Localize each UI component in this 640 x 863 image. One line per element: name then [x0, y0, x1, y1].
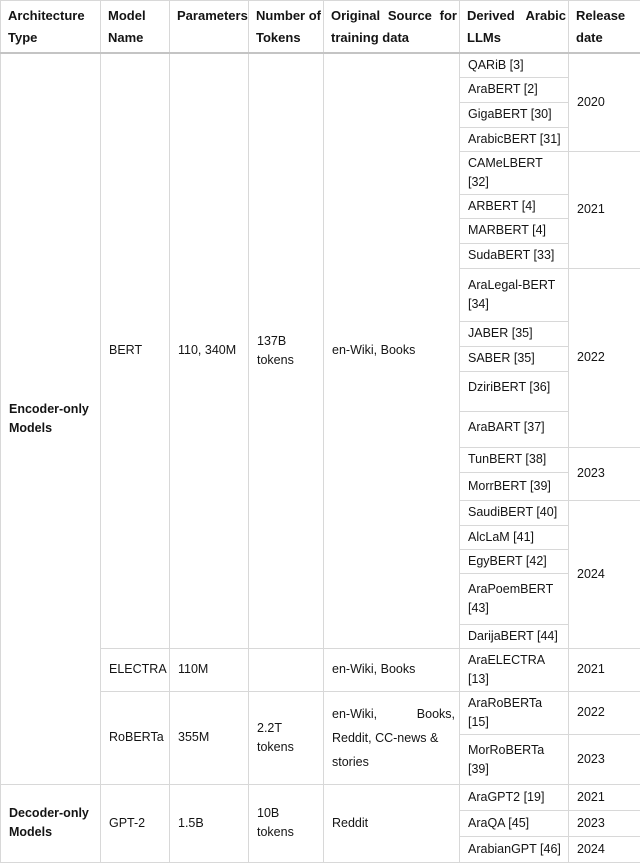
cell-derived-llm: ArabicBERT [31]	[460, 127, 569, 151]
cell-derived-llm: AraBART [37]	[460, 411, 569, 447]
cell-architecture-type: Decoder-only Models	[1, 784, 101, 862]
cell-release-date: 2020	[569, 53, 640, 152]
cell-derived-llm: SABER [35]	[460, 346, 569, 371]
cell-training-source: Reddit	[324, 784, 460, 862]
cell-parameters: 110, 340M	[170, 53, 249, 649]
text-line: Type	[8, 27, 98, 49]
text-line: Parameters	[177, 5, 246, 27]
text-word: Arabic	[526, 5, 566, 27]
cell-release-date: 2023	[569, 734, 640, 784]
cell-derived-llm: MorRoBERTa [39]	[460, 734, 569, 784]
text-line: Tokens	[256, 27, 321, 49]
text-line: Architecture	[8, 5, 98, 27]
cell-derived-llm: EgyBERT [42]	[460, 549, 569, 573]
text-word: Source	[388, 5, 432, 27]
cell-parameters: 1.5B	[170, 784, 249, 862]
cell-derived-llm: GigaBERT [30]	[460, 102, 569, 127]
cell-architecture-type: Encoder-only Models	[1, 53, 101, 785]
cell-model-name: RoBERTa	[101, 691, 170, 784]
cell-derived-llm: AraQA [45]	[460, 810, 569, 836]
cell-derived-llm: QARiB [3]	[460, 53, 569, 78]
cell-derived-llm: MorrBERT [39]	[460, 472, 569, 500]
text-line: Release	[576, 5, 638, 27]
text-line	[467, 5, 566, 27]
text-word: en-Wiki,	[332, 702, 377, 726]
cell-derived-llm: JABER [35]	[460, 321, 569, 346]
cell-number-of-tokens: 2.2T tokens	[249, 691, 324, 784]
cell-derived-llm: SudaBERT [33]	[460, 243, 569, 268]
text-line: stories	[332, 750, 455, 774]
text-line: Name	[108, 27, 167, 49]
cell-derived-llm: SaudiBERT [40]	[460, 500, 569, 525]
cell-release-date: 2023	[569, 447, 640, 500]
cell-derived-llm: TunBERT [38]	[460, 447, 569, 472]
text-word: Derived	[467, 5, 515, 27]
cell-derived-llm: AraBERT [2]	[460, 77, 569, 102]
cell-derived-llm: DarijaBERT [44]	[460, 624, 569, 648]
header-derived-llm	[460, 1, 569, 53]
header-release-date	[569, 1, 640, 53]
header-parameters	[170, 1, 249, 53]
cell-derived-llm: DziriBERT [36]	[460, 371, 569, 411]
table-row	[1, 784, 640, 810]
text-word: Original	[331, 5, 380, 27]
cell-derived-llm: CAMeLBERT [32]	[460, 151, 569, 194]
cell-release-date: 2022	[569, 691, 640, 734]
cell-derived-llm: AraELECTRA [13]	[460, 648, 569, 691]
text-word: for	[440, 5, 457, 27]
cell-release-date: 2021	[569, 151, 640, 268]
cell-model-name: ELECTRA	[101, 648, 170, 691]
header-architecture-type	[1, 1, 101, 53]
cell-model-name: BERT	[101, 53, 170, 649]
text-line: Model	[108, 5, 167, 27]
text-line: date	[576, 27, 638, 49]
cell-derived-llm: AraRoBERTa [15]	[460, 691, 569, 734]
text-line: training data	[331, 27, 457, 49]
cell-training-source: en-Wiki, Books	[324, 53, 460, 649]
text-line	[331, 5, 457, 27]
cell-release-date: 2024	[569, 500, 640, 648]
cell-release-date: 2024	[569, 836, 640, 862]
table-row	[1, 53, 640, 78]
cell-release-date: 2022	[569, 268, 640, 447]
header-model-name	[101, 1, 170, 53]
text-line: Reddit, CC-news &	[332, 726, 455, 750]
cell-model-name: GPT-2	[101, 784, 170, 862]
cell-derived-llm: ARBERT [4]	[460, 194, 569, 218]
header-row	[1, 1, 640, 53]
text-line: Number of	[256, 5, 321, 27]
text-line: LLMs	[467, 27, 566, 49]
cell-training-source	[324, 691, 460, 784]
header-training-source	[324, 1, 460, 53]
cell-derived-llm: AraGPT2 [19]	[460, 784, 569, 810]
cell-derived-llm: AlcLaM [41]	[460, 525, 569, 549]
text-line	[332, 702, 455, 726]
cell-derived-llm: AraPoemBERT [43]	[460, 573, 569, 624]
cell-number-of-tokens	[249, 648, 324, 691]
cell-number-of-tokens: 10B tokens	[249, 784, 324, 862]
cell-derived-llm: AraLegal-BERT [34]	[460, 268, 569, 321]
cell-number-of-tokens: 137B tokens	[249, 53, 324, 649]
cell-release-date: 2023	[569, 810, 640, 836]
cell-training-source: en-Wiki, Books	[324, 648, 460, 691]
cell-release-date: 2021	[569, 784, 640, 810]
cell-parameters: 355M	[170, 691, 249, 784]
text-word: Books,	[417, 702, 455, 726]
cell-derived-llm: ArabianGPT [46]	[460, 836, 569, 862]
cell-derived-llm: MARBERT [4]	[460, 218, 569, 243]
header-number-of-tokens	[249, 1, 324, 53]
cell-release-date: 2021	[569, 648, 640, 691]
cell-parameters: 110M	[170, 648, 249, 691]
